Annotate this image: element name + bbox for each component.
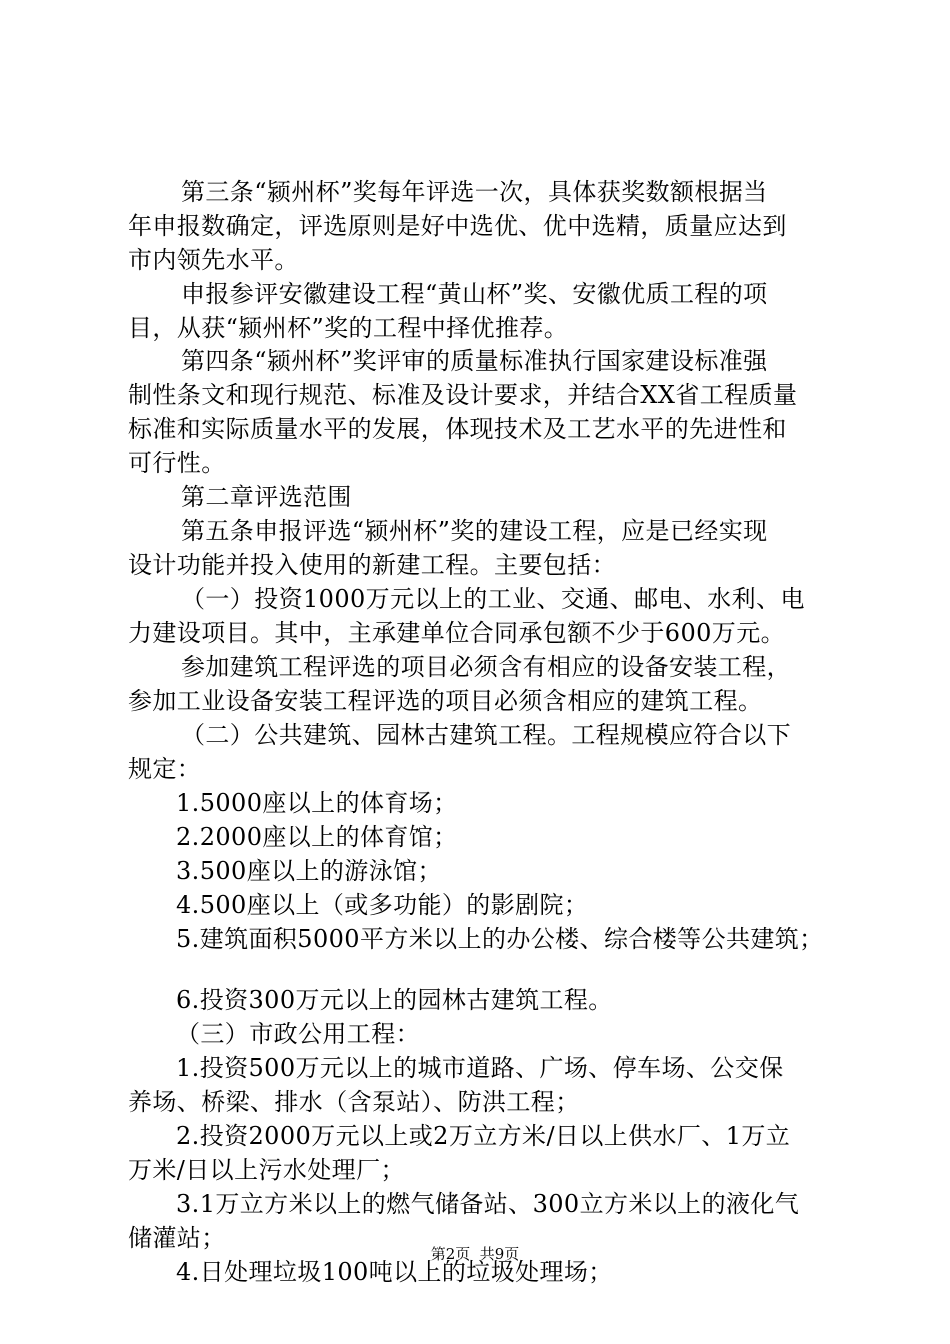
text-line: （一）投资1000万元以上的工业、交通、邮电、水利、电 [181,585,805,613]
chapter-heading: 第二章评选范围 [181,483,352,511]
page-number-footer: 第2页 共9页 [430,1245,520,1263]
text-line: 目，从获“颍州杯”奖的工程中择优推荐。 [128,314,569,342]
text-line: 养场、桥梁、排水（含泵站）、防洪工程； [128,1088,580,1116]
text-line: 申报参评安徽建设工程“黄山杯”奖、安徽优质工程的项 [181,280,768,308]
list-item: 2.2000座以上的体育馆； [176,823,458,851]
text-line: 制性条文和现行规范、标准及设计要求，并结合XX省工程质量 [128,381,798,409]
list-item: 3.500座以上的游泳馆； [176,857,442,885]
list-item: 1.5000座以上的体育场； [176,789,458,817]
text-line: 市内领先水平。 [128,246,299,274]
list-item: 3.1万立方米以上的燃气储备站、300立方米以上的液化气 [176,1190,800,1218]
list-item: 4.日处理垃圾100吨以上的垃圾处理场； [176,1258,613,1286]
text-line: 参加建筑工程评选的项目必须含有相应的设备安装工程， [181,653,791,681]
text-line: 第四条“颍州杯”奖评审的质量标准执行国家建设标准强 [181,347,768,375]
list-item: 1.投资500万元以上的城市道路、广场、停车场、公交保 [176,1054,784,1082]
text-line: 第五条申报评选“颍州杯”奖的建设工程，应是已经实现 [181,517,768,545]
list-item: 2.投资2000万元以上或2万立方米/日以上供水厂、1万立 [176,1122,791,1150]
text-line: 万米/日以上污水处理厂； [128,1156,405,1184]
text-line: 储灌站； [128,1224,226,1252]
text-line: 可行性。 [128,449,226,477]
text-line: 年申报数确定，评选原则是好中选优、优中选精，质量应达到 [128,212,787,240]
text-line: （三）市政公用工程： [176,1020,420,1048]
text-line: （二）公共建筑、园林古建筑工程。工程规模应符合以下 [181,721,791,749]
text-line: 标准和实际质量水平的发展，体现技术及工艺水平的先进性和 [128,415,787,443]
text-line: 规定： [128,755,202,783]
text-line: 力建设项目。其中，主承建单位合同承包额不少于600万元。 [128,619,786,647]
text-line: 参加工业设备安装工程评选的项目必须含相应的建筑工程。 [128,687,763,715]
text-line: 第三条“颍州杯”奖每年评选一次，具体获奖数额根据当 [181,178,768,206]
list-item: 5.建筑面积5000平方米以上的办公楼、综合楼等公共建筑； [176,925,824,953]
list-item: 6.投资300万元以上的园林古建筑工程。 [176,986,613,1014]
text-line: 设计功能并投入使用的新建工程。主要包括： [128,551,616,579]
list-item: 4.500座以上（或多功能）的影剧院； [176,891,589,919]
